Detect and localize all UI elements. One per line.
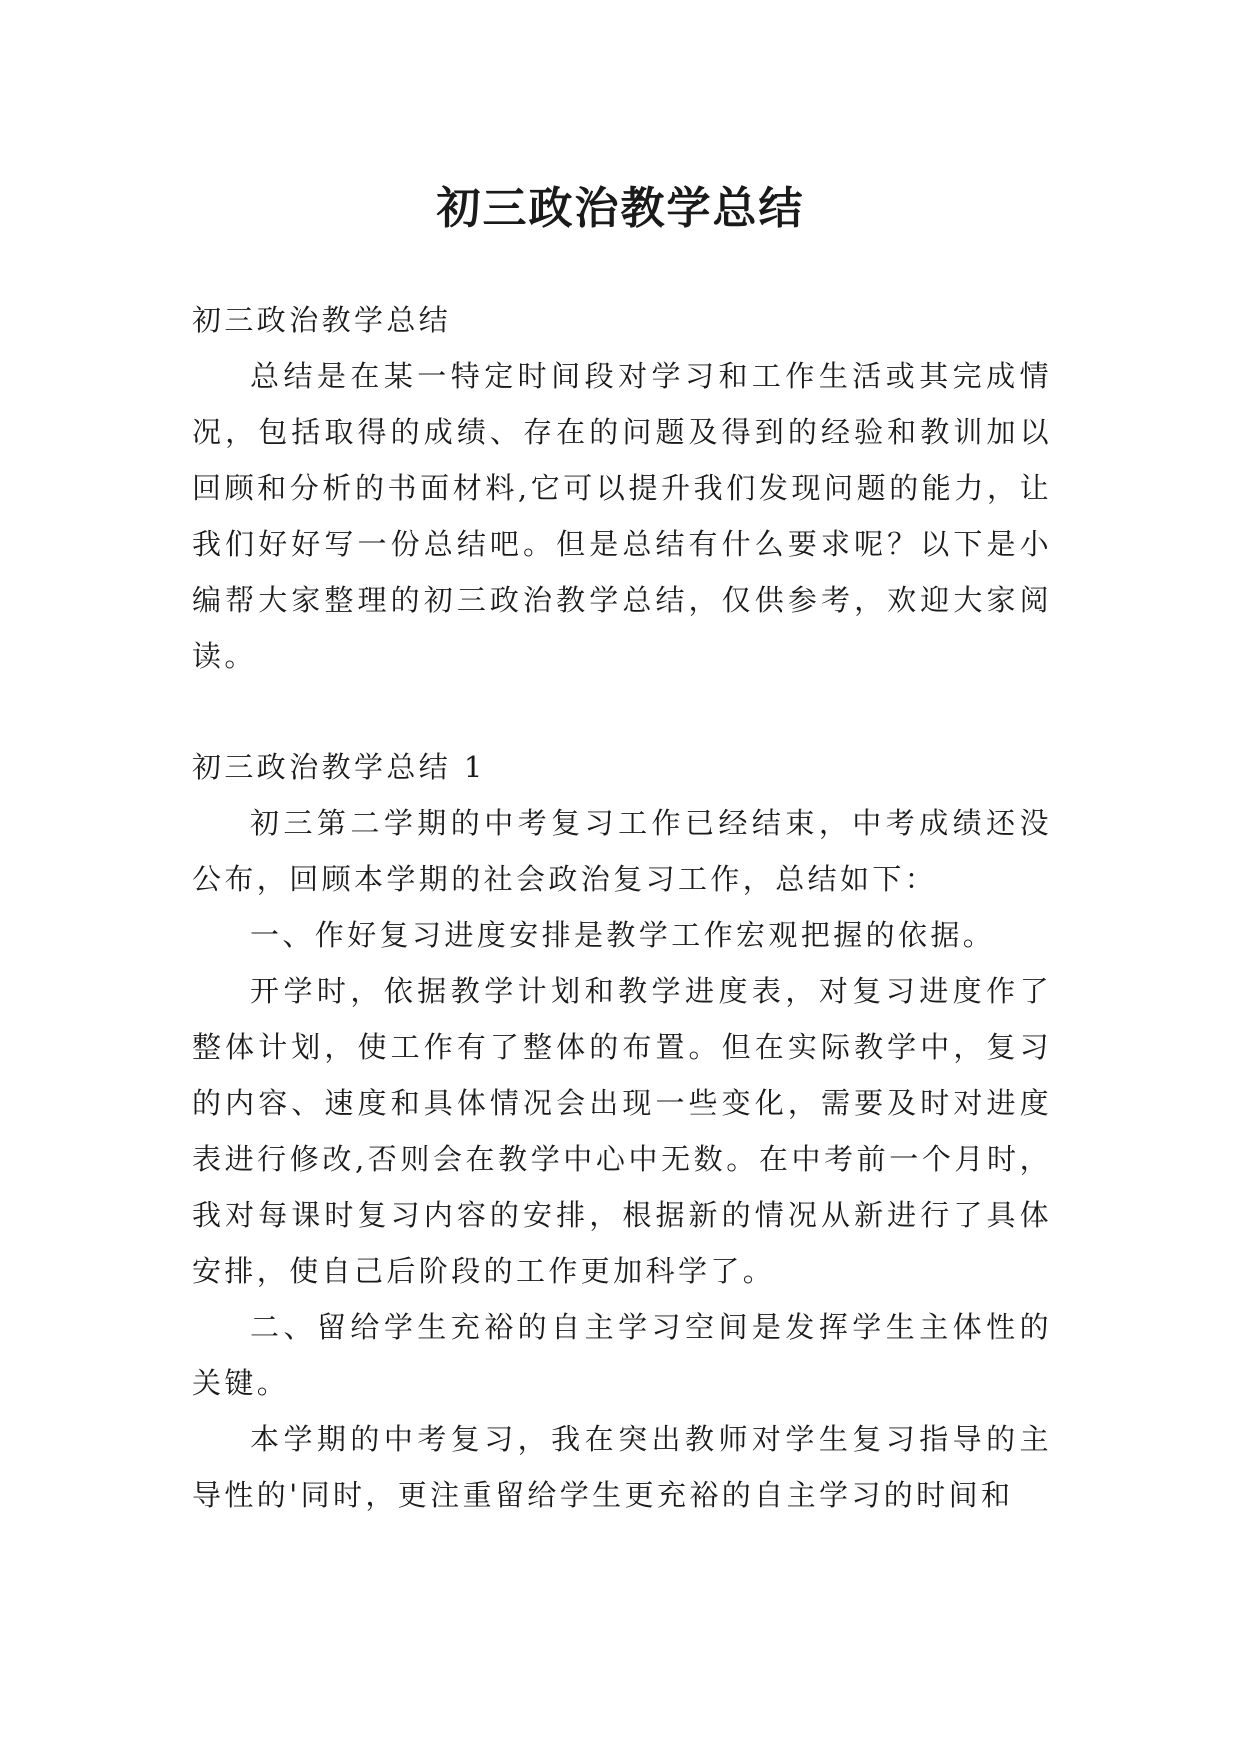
body-paragraph: 开学时，依据教学计划和教学进度表，对复习进度作了整体计划，使工作有了整体的布置。但在实际教学中，复习的内容、速度和具体情况会出现一些变化，需要及时对进度表进行修改,否则会在教学中心中无数。在中考前一个月时，我对每课时复习内容的安排，根据新的情况从新进行了具体安排，使自己后阶段的工作更加科学了。 bbox=[192, 974, 1052, 1288]
body-paragraph: 本学期的中考复习，我在突出教师对学生复习指导的主导性的'同时，更注重留给学生更充裕的自主学习的时间和 bbox=[192, 1422, 1052, 1512]
document-title: 初三政治教学总结 bbox=[436, 183, 805, 235]
section-heading: 初三政治教学总结 1 bbox=[192, 750, 486, 784]
point-heading-2: 二、留给学生充裕的自主学习空间是发挥学生主体性的关键。 bbox=[192, 1310, 1052, 1400]
intro-paragraph: 总结是在某一特定时间段对学习和工作生活或其完成情况，包括取得的成绩、存在的问题及得到的经验和教训加以回顾和分析的书面材料,它可以提升我们发现问题的能力，让我们好好写一份总结吧。但是总结有什么要求呢？以下是小编帮大家整理的初三政治教学总结，仅供参考，欢迎大家阅读。 bbox=[192, 359, 1052, 673]
document-body bbox=[192, 292, 1052, 1523]
document-subtitle: 初三政治教学总结 bbox=[192, 303, 452, 337]
section-spacer bbox=[192, 684, 1052, 739]
point-heading-1: 一、作好复习进度安排是教学工作宏观把握的依据。 bbox=[250, 918, 996, 952]
body-paragraph: 初三第二学期的中考复习工作已经结束，中考成绩还没公布，回顾本学期的社会政治复习工作，总结如下： bbox=[192, 806, 1052, 896]
